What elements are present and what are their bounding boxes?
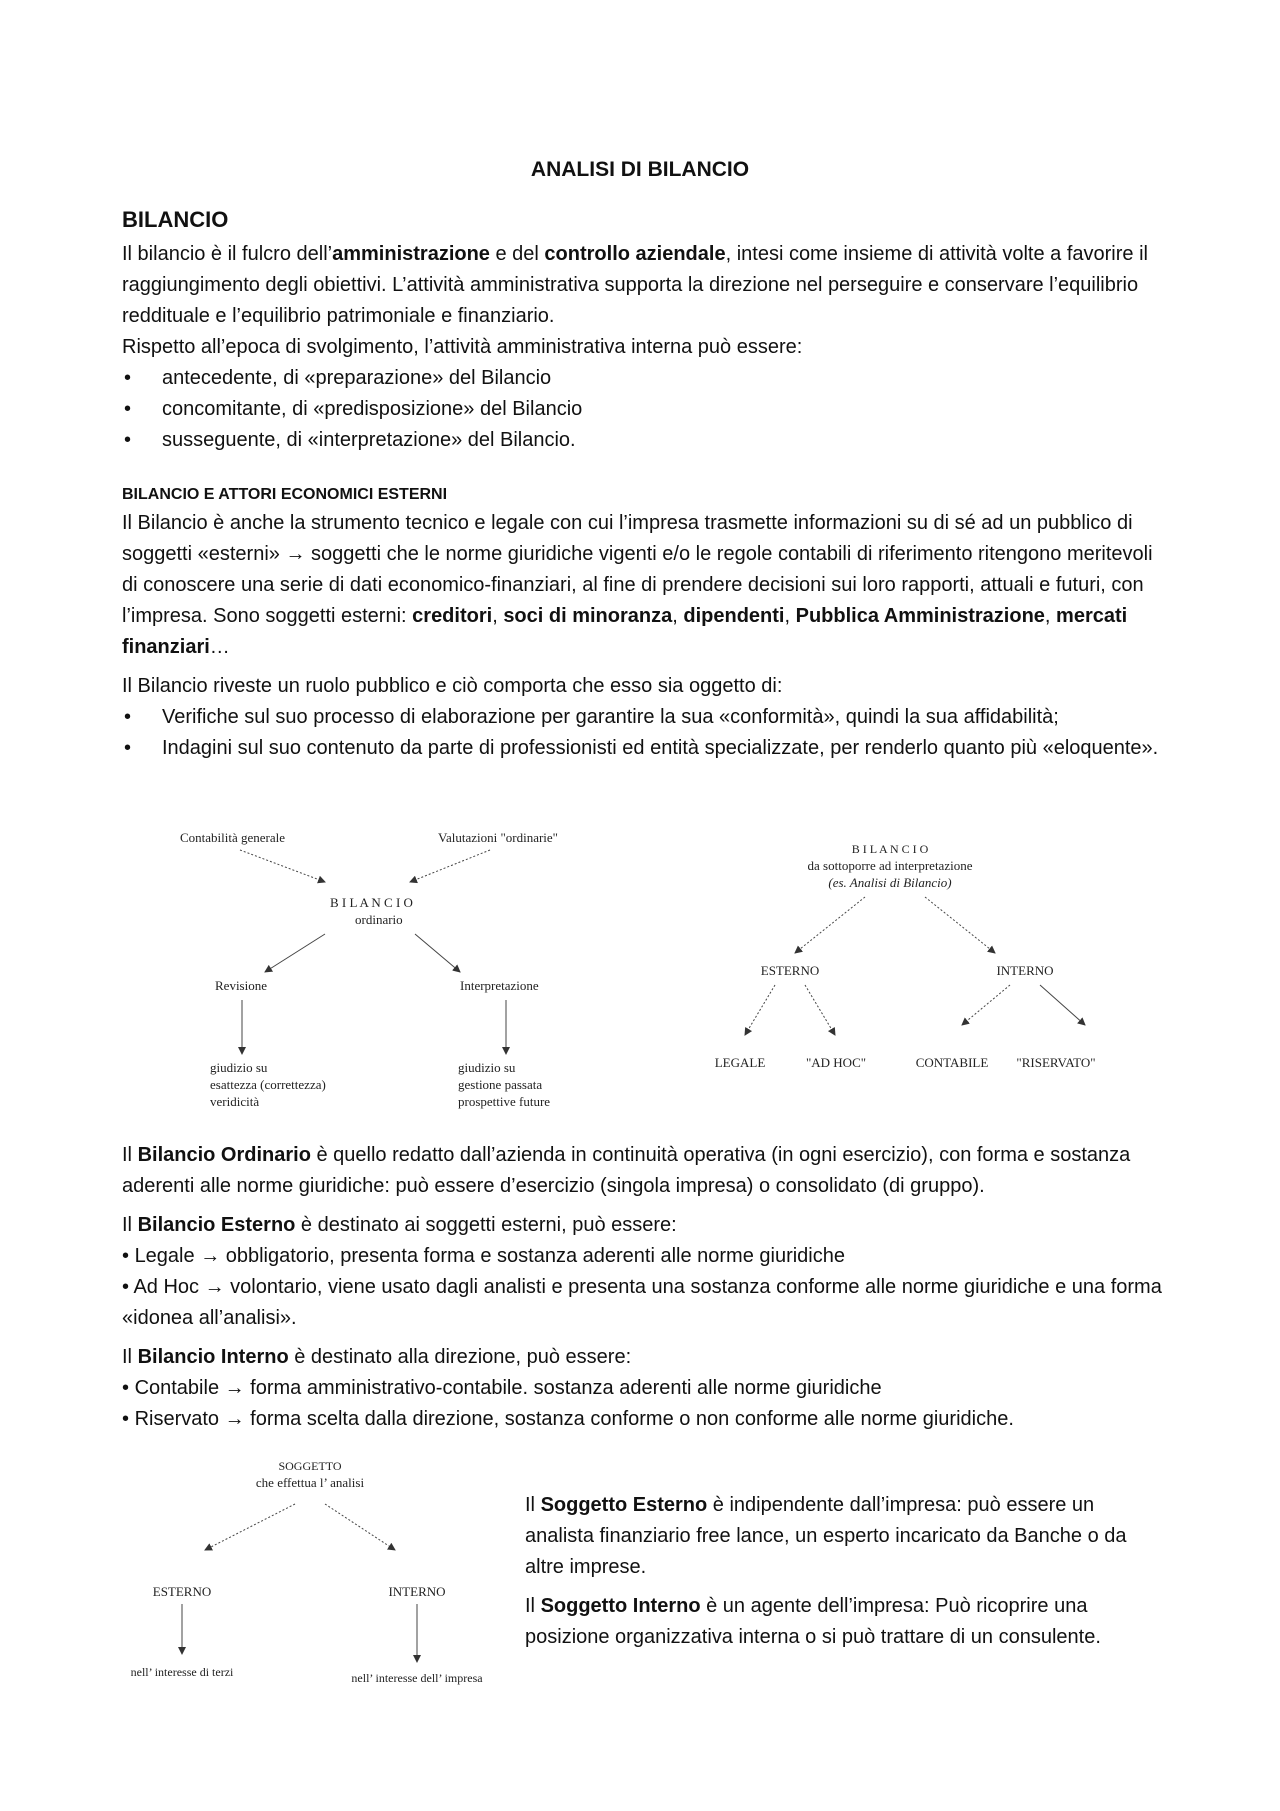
diagram-label: B I L A N C I O: [851, 842, 929, 856]
diagram-label: "RISERVATO": [1016, 1055, 1096, 1070]
diagram-label: che effettua l’ analisi: [255, 1475, 365, 1490]
diagram-label: nell’ interesse dell’ impresa: [351, 1671, 483, 1685]
page-title: ANALISI DI BILANCIO: [530, 158, 750, 181]
diagram-label: Contabilità generale: [180, 830, 286, 845]
soggetto-analisi-diagram: [120, 1452, 510, 1692]
diagram-label: ESTERNO: [152, 1584, 212, 1599]
diagram-label: SOGGETTO: [278, 1459, 342, 1473]
list-item: • susseguente, di «interpretazione» del Bilancio.: [122, 425, 1167, 456]
diagram-label: INTERNO: [388, 1584, 446, 1599]
bullet-list: [122, 702, 1167, 764]
section-heading: BILANCIO: [122, 207, 229, 232]
section-bilancio: [122, 205, 1167, 456]
diagram-label: B I L A N C I O: [330, 895, 413, 910]
paragraph: Il Bilancio è anche la strumento tecnico e legale con cui l’impresa trasmette informazioni su di sé ad un pubblico di soggetti «esterni» → soggetti che le norme giuridiche vigenti e/o le regole contabili di riferimento ritengono meritevoli di conoscere una serie di dati economico-finanziari, al fine di prendere decisioni sui loro rapporti, attuali e futuri, con l’impresa. Sono soggetti esterni: creditori, soci di minoranza, dipendenti, Pubblica Amministrazione, mercati finanziari…: [122, 512, 1153, 658]
paragraph: Il bilancio è il fulcro dell’amministrazione e del controllo aziendale, intesi come insieme di attività volte a favorire il raggiungimento degli obiettivi. L’attività amministrativa supporta la direzione nel perseguire e conservare l’equilibrio reddituale e l’equilibrio patrimoniale e finanziario.: [122, 243, 1148, 327]
list-item: • Contabile → forma amministrativo-contabile. sostanza aderenti alle norme giuridiche: [122, 1373, 1167, 1404]
list-item: • Legale → obbligatorio, presenta forma e sostanza aderenti alle norme giuridiche: [122, 1241, 1167, 1272]
paragraph: Il Bilancio Esterno è destinato ai soggetti esterni, può essere:: [122, 1214, 677, 1236]
diagram-label: "AD HOC": [805, 1055, 867, 1070]
list-item: • Verifiche sul suo processo di elaborazione per garantire la sua «conformità», quindi la sua affidabilità;: [122, 702, 1167, 733]
diagram-label: giudizio su: [458, 1060, 516, 1075]
paragraph: Il Soggetto Esterno è indipendente dall’impresa: può essere un analista finanziario free lance, un esperto incaricato da Banche o da altre imprese.: [525, 1494, 1127, 1578]
paragraph: Rispetto all’epoca di svolgimento, l’attività amministrativa interna può essere:: [122, 336, 803, 358]
diagram-label: giudizio su: [210, 1060, 268, 1075]
list-item: • Ad Hoc → volontario, viene usato dagli analisti e presenta una sostanza conforme alle norme giuridiche e una forma «idonea all’analisi».: [122, 1272, 1167, 1334]
paragraph: Il Bilancio Interno è destinato alla direzione, può essere:: [122, 1346, 632, 1368]
diagram-label: CONTABILE: [915, 1055, 989, 1070]
diagram-label: INTERNO: [996, 963, 1054, 978]
bullet-list: [122, 363, 1167, 456]
bilancio-interpretazione-diagram: [700, 835, 1120, 1085]
diagram-label: Valutazioni "ordinarie": [438, 830, 558, 845]
bilancio-ordinario-diagram: [170, 822, 610, 1122]
diagram-label: nell’ interesse di terzi: [130, 1665, 234, 1679]
diagram-label: Interpretazione: [460, 978, 539, 993]
diagram-label: (es. Analisi di Bilancio): [828, 875, 952, 890]
diagram-label: da sottoporre ad interpretazione: [807, 858, 973, 873]
diagram-label: prospettive future: [458, 1094, 551, 1109]
section-subheading: BILANCIO E ATTORI ECONOMICI ESTERNI: [122, 486, 448, 503]
section-attori-esterni: [122, 482, 1167, 764]
paragraph: Il Bilancio Ordinario è quello redatto dall’azienda in continuità operativa (in ogni esercizio), con forma e sostanza aderenti alle norme giuridiche: può essere d’esercizio (singola impresa) o consolidato (di gruppo).: [122, 1144, 1131, 1197]
diagram-label: ESTERNO: [760, 963, 820, 978]
diagram-label: gestione passata: [458, 1077, 543, 1092]
list-item: • antecedente, di «preparazione» del Bilancio: [122, 363, 1167, 394]
diagram-label: ordinario: [355, 912, 403, 927]
diagram-label: veridicità: [210, 1094, 260, 1109]
section-soggetto: [525, 1490, 1165, 1653]
list-item: • Indagini sul suo contenuto da parte di professionisti ed entità specializzate, per renderlo quanto più «eloquente».: [122, 733, 1167, 764]
section-tipi-bilancio: [122, 1140, 1167, 1435]
diagram-label: Revisione: [215, 978, 267, 993]
diagram-label: esattezza (correttezza): [210, 1077, 326, 1092]
diagram-label: LEGALE: [714, 1055, 766, 1070]
list-item: • concomitante, di «predisposizione» del Bilancio: [122, 394, 1167, 425]
paragraph: Il Soggetto Interno è un agente dell’impresa: Può ricoprire una posizione organizzativa interna o si può trattare di un consulente.: [525, 1595, 1101, 1648]
paragraph: Il Bilancio riveste un ruolo pubblico e ciò comporta che esso sia oggetto di:: [122, 675, 783, 697]
list-item: • Riservato → forma scelta dalla direzione, sostanza conforme o non conforme alle norme giuridiche.: [122, 1404, 1167, 1435]
